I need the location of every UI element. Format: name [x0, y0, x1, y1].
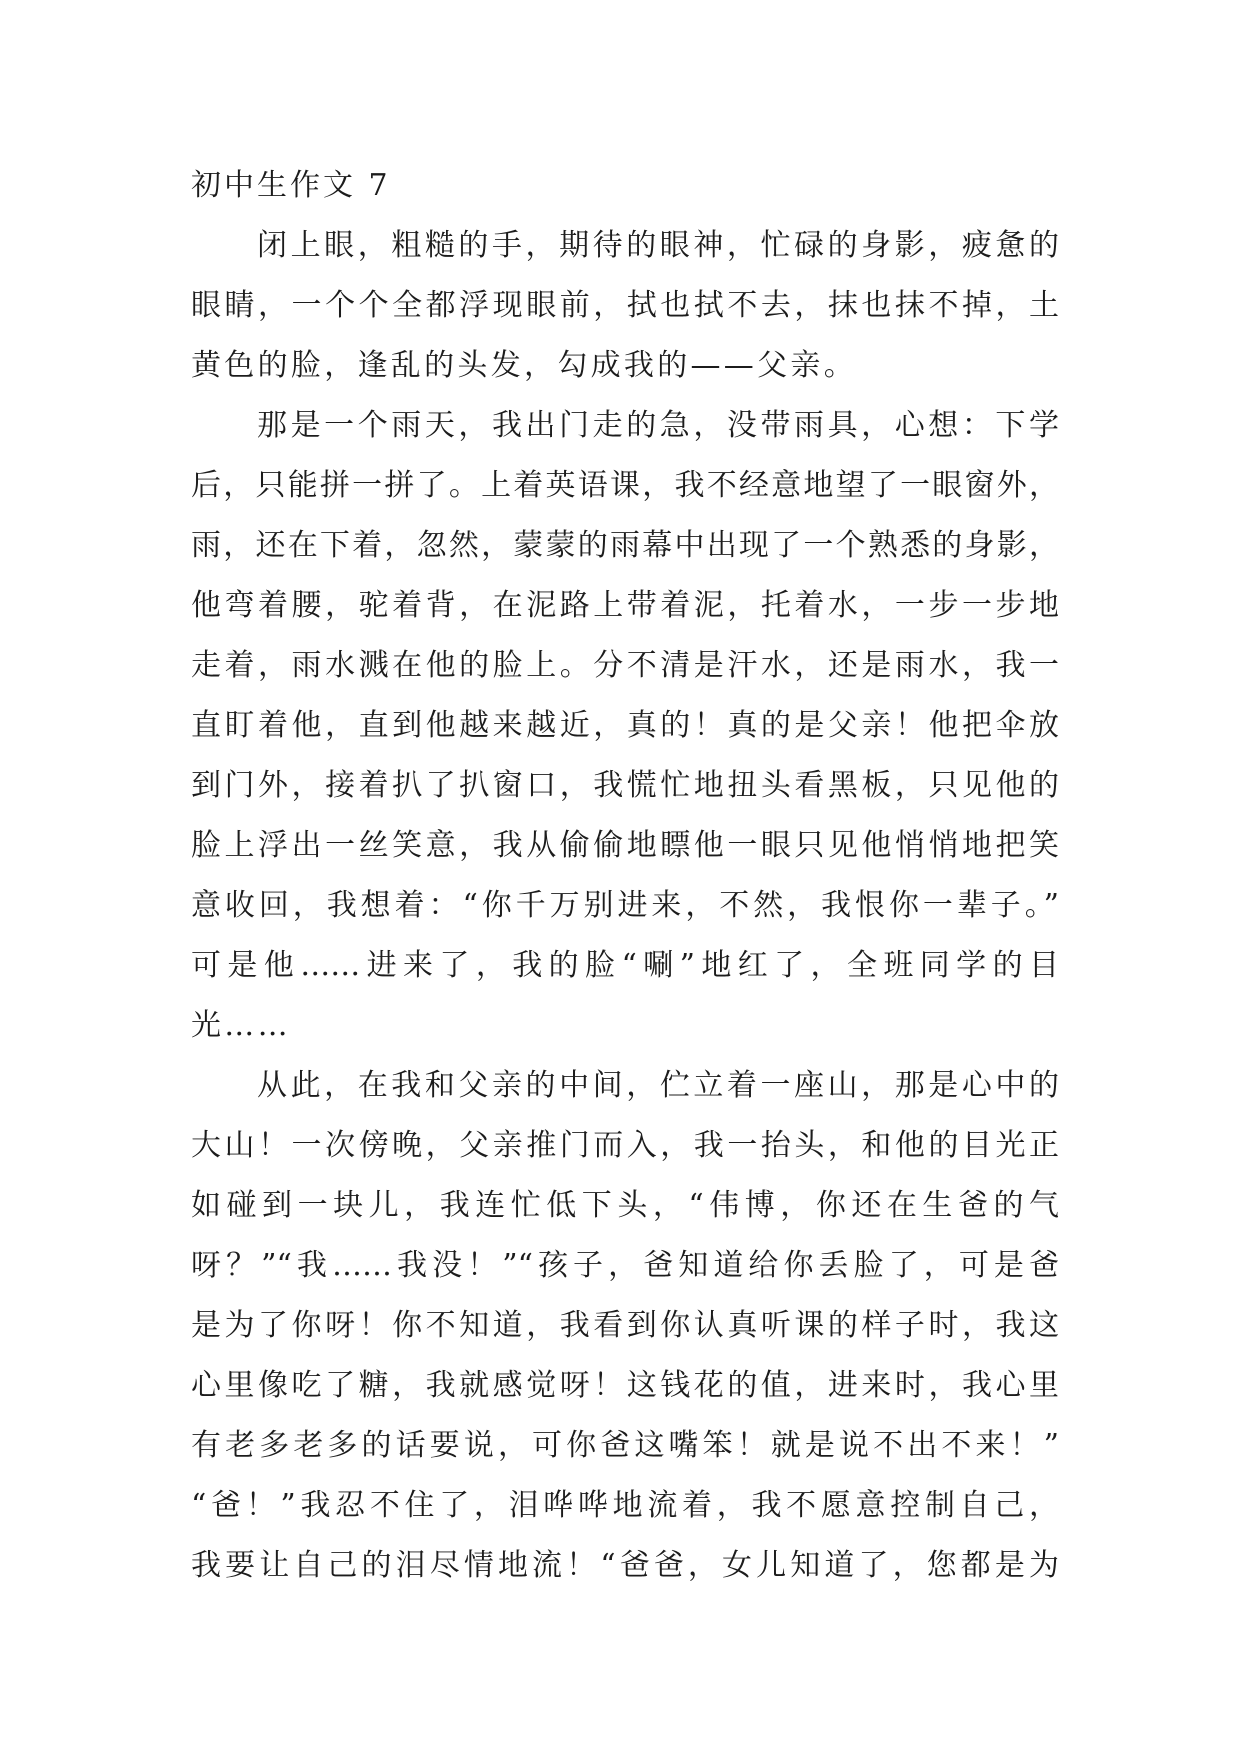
text-line: 心里像吃了糖，我就感觉呀！这钱花的值，进来时，我心里	[191, 1368, 1059, 1403]
text-line: 黄色的脸，逢乱的头发，勾成我的——父亲。	[191, 348, 857, 383]
text-line: 是为了你呀！你不知道，我看到你认真听课的样子时，我这	[191, 1308, 1059, 1343]
text-line: “爸！”我忍不住了，泪哗哗地流着，我不愿意控制自己，	[191, 1488, 1059, 1523]
text-line: 闭上眼，粗糙的手，期待的眼神，忙碌的身影，疲惫的	[257, 228, 1059, 263]
text-line: 有老多老多的话要说，可你爸这嘴笨！就是说不出不来！”	[191, 1428, 1059, 1463]
text-line: 那是一个雨天，我出门走的急，没带雨具，心想：下学	[257, 408, 1059, 443]
text-line: 可是他……进来了，我的脸“唰”地红了，全班同学的目	[191, 948, 1059, 983]
text-line: 大山！一次傍晚，父亲推门而入，我一抬头，和他的目光正	[191, 1128, 1059, 1163]
text-line: 意收回，我想着：“你千万别进来，不然，我恨你一辈子。”	[191, 888, 1059, 923]
text-line: 到门外，接着扒了扒窗口，我慌忙地扭头看黑板，只见他的	[191, 768, 1059, 803]
text-line: 从此，在我和父亲的中间，伫立着一座山，那是心中的	[257, 1068, 1059, 1103]
text-line: 雨，还在下着，忽然，蒙蒙的雨幕中出现了一个熟悉的身影，	[191, 528, 1059, 563]
text-line: 如碰到一块儿，我连忙低下头，“伟博，你还在生爸的气	[191, 1188, 1059, 1223]
text-line: 眼睛，一个个全都浮现眼前，拭也拭不去，抹也抹不掉，土	[191, 288, 1059, 323]
document-body	[191, 156, 1059, 1596]
text-line: 我要让自己的泪尽情地流！“爸爸，女儿知道了，您都是为	[191, 1548, 1059, 1583]
text-line: 直盯着他，直到他越来越近，真的！真的是父亲！他把伞放	[191, 708, 1059, 743]
document-title: 初中生作文 7	[191, 168, 391, 203]
text-line: 他弯着腰，驼着背，在泥路上带着泥，托着水，一步一步地	[191, 588, 1059, 623]
text-line: 呀？”“我……我没！”“孩子，爸知道给你丢脸了，可是爸	[191, 1248, 1059, 1283]
paragraph	[191, 216, 1059, 396]
text-line: 走着，雨水溅在他的脸上。分不清是汗水，还是雨水，我一	[191, 648, 1059, 683]
paragraph	[191, 1056, 1059, 1596]
text-line: 后，只能拼一拼了。上着英语课，我不经意地望了一眼窗外，	[191, 468, 1059, 503]
text-line: 脸上浮出一丝笑意，我从偷偷地瞟他一眼只见他悄悄地把笑	[191, 828, 1059, 863]
text-line: 光……	[191, 1008, 291, 1043]
paragraph	[191, 396, 1059, 1056]
